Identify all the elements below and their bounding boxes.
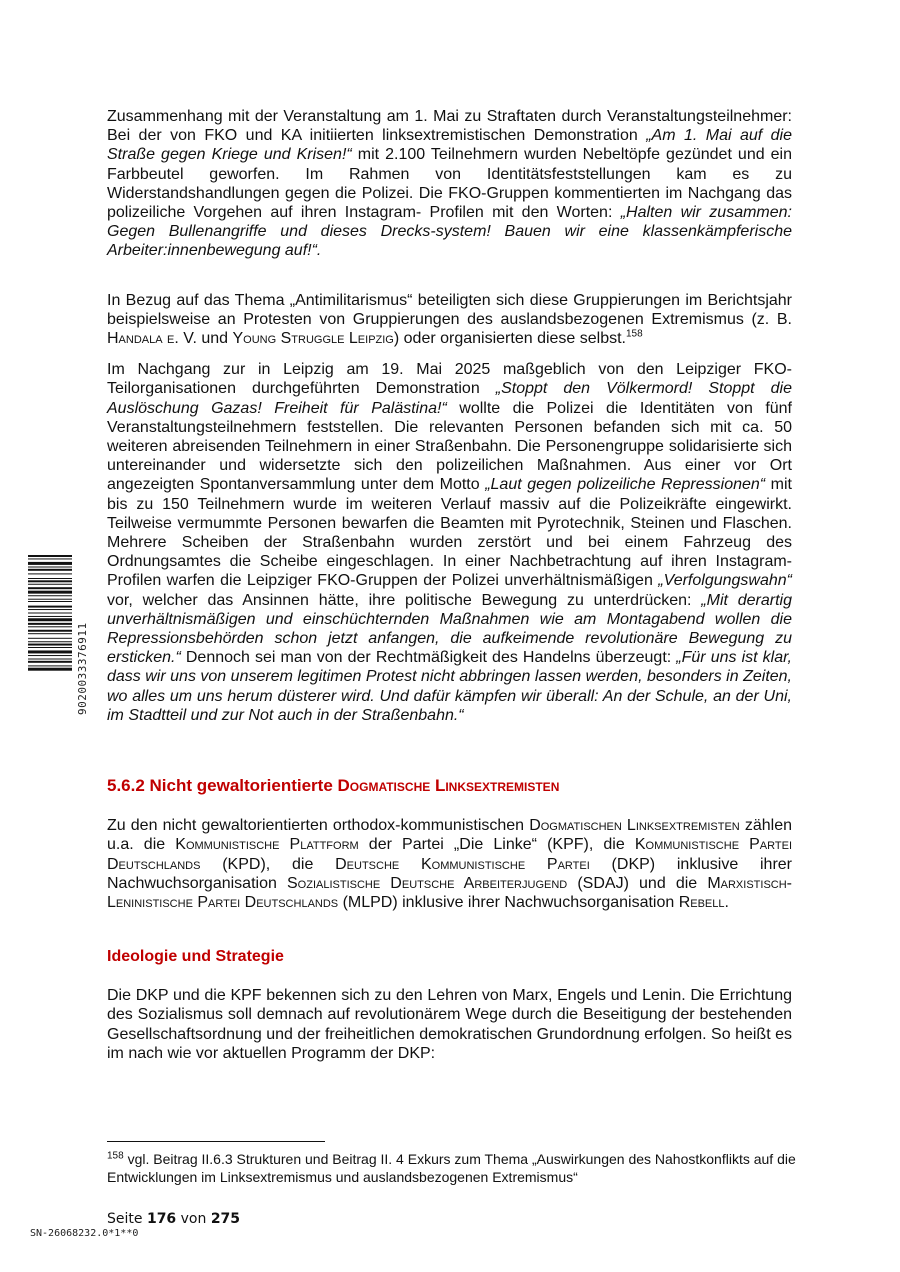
- quote-text: „Laut gegen polizeiliche Repressionen“: [485, 476, 766, 494]
- section-heading: [107, 776, 792, 796]
- text-run: der Partei „Die Linke“ (KPF), die: [358, 836, 635, 854]
- text-run: mit bis zu 150 Teilnehmern wurde im weiteren Verlauf massiv auf die Polizeikräfte eingewirkt. Teilweise vermummte Personen bewarfen die Beamten mit Pyrotechnik, Steinen und Flaschen. Mehrere Scheiben der Straßenbahn wurden zerstört und bei einem Fahrzeug des Ordnungsamtes die Scheibe eingeschlagen. In einer Nachbetrachtung auf ihren Instagram-Profilen warfen die Leipziger FKO-Gruppen der Polizei unverhältnismäßigen: [107, 476, 793, 590]
- organization-name: Deutsche Kommunistische Partei: [335, 855, 590, 873]
- barcode-bar: [28, 641, 72, 642]
- text-run: mit 2.100 Teilnehmern wurden Nebeltöpfe gezündet und ein Farbbeutel geworfen. Im Rahmen von Identitätsfeststellungen kam es zu Widerstandshandlungen gegen die Polizei. Die FKO-Gruppen kommentierten im Nachgang das polizeiliche Vorgehen auf ihren Instagram- Profilen mit den Worten:: [107, 146, 793, 222]
- barcode-bar: [28, 601, 72, 602]
- organization-name: Young Struggle Leipzig: [232, 330, 394, 348]
- barcode: [28, 555, 72, 715]
- subheading: Ideologie und Strategie: [107, 948, 284, 966]
- serial-number: SN-26068232.0*1**0: [30, 1228, 139, 1239]
- organization-name: Handala e. V.: [107, 330, 197, 348]
- barcode-bar: [28, 668, 72, 671]
- barcode-bar: [28, 587, 72, 589]
- section-heading-text: 5.6.2 Nicht gewaltorientierte: [107, 776, 338, 796]
- barcode-bar: [28, 599, 72, 600]
- text-run: (KPD), die: [200, 855, 336, 873]
- text-run: (MLPD) inklusive ihrer Nachwuchsorganisation: [338, 893, 679, 911]
- footer-middle: von: [176, 1211, 211, 1227]
- text-run: zählen u.a. die: [107, 817, 792, 854]
- barcode-number: 9020033376911: [76, 622, 89, 715]
- quote-text: „Am 1. Mai auf die Straße gegen Kriege und Krisen!“: [107, 127, 792, 164]
- section-heading-smallcaps: Dogmatische Linksextremisten: [337, 776, 560, 796]
- barcode-bar: [28, 555, 72, 557]
- text-run: vor, welcher das Ansinnen hätte, ihre politische Bewegung zu unterdrücken:: [107, 591, 702, 609]
- text-run: und: [196, 330, 233, 348]
- footnote-text: vgl. Beitrag II.6.3 Strukturen und Beitrag II. 4 Exkurs zum Thema „Auswirkungen des Nahostkonflikts auf die Entwicklungen im Linksextremismus und auslandsbezogenen Extremismus“: [107, 1151, 796, 1185]
- page-body: [107, 107, 792, 1063]
- barcode-bar: [28, 638, 72, 639]
- text-run: ) oder organisierten diese selbst.: [393, 330, 626, 348]
- footnote-number: 158: [107, 1150, 124, 1162]
- barcode-bar: [28, 613, 72, 614]
- quote-text: „Für uns ist klar, dass wir uns von unserem legitimen Protest nicht abbringen lassen werden, besonders in Zeiten, wo alles um uns herum düsterer wird. Und dafür kämpfen wir überall: An der Schule, an der Uni, im Stadtteil und zur Not auch in der Straßenbahn.“: [107, 649, 793, 724]
- barcode-bar: [28, 665, 72, 666]
- text-run: Im Nachgang zur in Leipzig am 19. Mai 2025 maßgeblich von den Leipziger FKO-Teilorganisationen durchgeführten Demonstration: [107, 361, 792, 398]
- organization-name: Kommunistische Partei Deutschlands: [107, 836, 793, 873]
- organization-name: Rebell: [678, 893, 725, 911]
- barcode-bar: [28, 659, 72, 660]
- barcode-bar: [28, 623, 72, 625]
- text-run: .: [724, 893, 729, 911]
- barcode-bar: [28, 584, 72, 585]
- text-run: Zusammenhang mit der Veranstaltung am 1. Mai zu Straftaten durch Veranstaltungsteilnehmer: Bei der von FKO und KA initiierten linksextremistischen Demonstration: [107, 108, 792, 145]
- footnote: [107, 1150, 797, 1186]
- barcode-bar: [28, 609, 72, 610]
- barcode-bar: [28, 573, 72, 574]
- barcode-bar: [28, 569, 72, 571]
- barcode-bar: [28, 558, 72, 559]
- barcode-bar: [28, 633, 72, 634]
- paragraph-5: [107, 986, 792, 1063]
- barcode-bar: [28, 618, 72, 621]
- quote-text: „Mit derartig unverhältnismäßigen und einschüchternden Maßnahmen wie am Montagabend wollen die Repressionsbehörden schon jetzt anfangen, die aufkeimende revolutionäre Bewegung zu ersticken.“: [107, 591, 792, 667]
- barcode-bar: [28, 644, 72, 646]
- barcode-bar: [28, 661, 72, 663]
- barcode-bar: [28, 578, 72, 579]
- barcode-bar: [28, 647, 72, 648]
- page-number-footer: [107, 1211, 240, 1227]
- barcode-bar: [28, 562, 72, 565]
- paragraph-4: [107, 816, 792, 912]
- text-run: (DKP) inklusive ihrer Nachwuchsorganisation: [107, 855, 793, 892]
- text-run: Zu den nicht gewaltorientierten orthodox-kommunistischen: [107, 817, 530, 835]
- organization-name: Kommunistische Plattform: [175, 836, 359, 854]
- barcode-bar: [28, 630, 72, 632]
- footer-current-page: 176: [146, 1211, 177, 1227]
- text-run: (SDAJ) und die: [567, 874, 708, 892]
- footnote-reference: 158: [626, 328, 643, 340]
- barcode-bar: [28, 655, 72, 656]
- organization-name: Marxistisch-Leninistische Partei Deutschlands: [107, 874, 792, 911]
- quote-text: „Stoppt den Völkermord! Stoppt die Auslöschung Gazas! Freiheit für Palästina!“: [107, 380, 793, 417]
- text-run: In Bezug auf das Thema „Antimilitarismus“ beteiligten sich diese Gruppierungen im Berichtsjahr beispielsweise an Protesten von Gruppierungen des auslandsbezogenen Extremismus (z. B.: [107, 291, 792, 328]
- text-run: Die DKP und die KPF bekennen sich zu den Lehren von Marx, Engels und Lenin. Die Errichtung des Sozialismus soll demnach auf revolutionärem Wege durch die Beseitigung der bestehenden Gesellschaftsordnung und der freiheitlichen demokratischen Grundordnung erfolgen. So heißt es im nach wie vor aktuellen Programm der DKP:: [107, 987, 792, 1062]
- barcode-bar: [28, 580, 72, 582]
- organization-name: Sozialistische Deutsche Arbeiterjugend: [287, 874, 568, 892]
- paragraph-1: [107, 107, 792, 261]
- paragraph-2: [107, 291, 792, 349]
- footer-prefix: Seite: [107, 1211, 147, 1227]
- barcode-bar: [28, 591, 72, 594]
- organization-name: Dogmatischen Linksextremisten: [529, 817, 740, 835]
- text-run: wollte die Polizei die Identitäten von fünf Veranstaltungsteilnehmern feststellen. Die relevanten Personen befanden sich mit ca. 50 weiteren abreisenden Teilnehmern in einer Straßenbahn. Die Personengruppe solidarisierte sich untereinander und widersetzte sich den polizeilichen Maßnahmen. Aus einer vor Ort angezeigten Spontanversammlung unter dem Motto: [107, 399, 793, 494]
- text-run: Dennoch sei man von der Rechtmäßigkeit des Handelns überzeugt:: [180, 649, 677, 667]
- quote-text: „Verfolgungswahn“: [658, 572, 792, 590]
- barcode-bar: [28, 567, 72, 568]
- barcode-bar: [28, 616, 72, 617]
- barcode-bar: [28, 595, 72, 596]
- quote-text: „Halten wir zusammen: Gegen Bullenangriffe und dieses Drecks-system! Bauen wir eine klassenkämpferische Arbeiter:innenbewegung auf!“.: [107, 204, 792, 260]
- paragraph-3: [107, 360, 792, 725]
- footer-total-pages: 275: [210, 1211, 241, 1227]
- barcode-bar: [28, 650, 72, 653]
- footnote-divider: [107, 1141, 325, 1142]
- barcode-bar: [28, 606, 72, 608]
- barcode-bar: [28, 626, 72, 627]
